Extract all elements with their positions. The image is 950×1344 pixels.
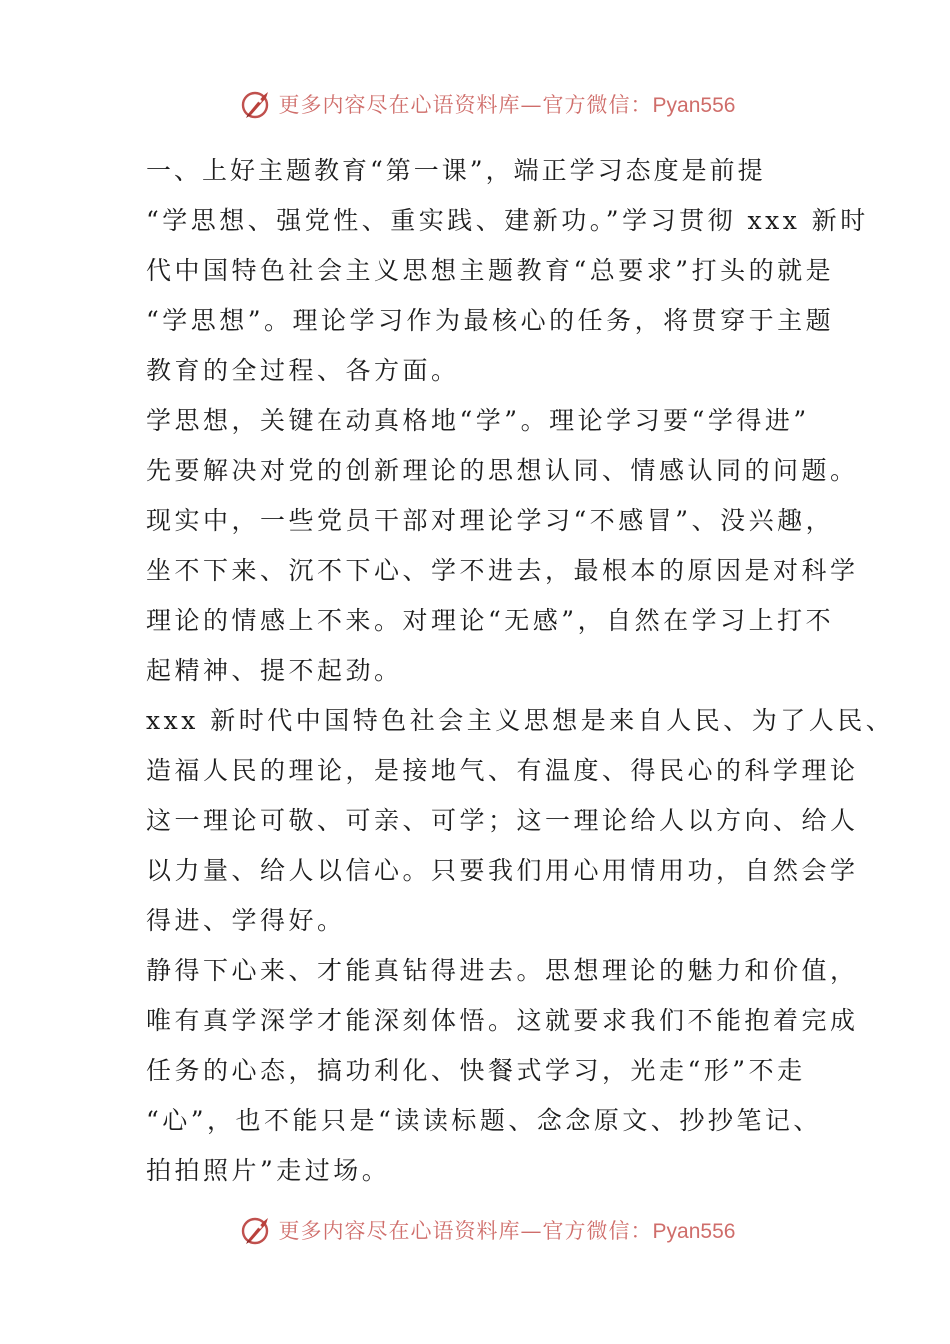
footer-wechat-id: Pyan556: [652, 1220, 736, 1243]
text-line: 学思想，关键在动真格地“学”。理论学习要“学得进”: [146, 406, 810, 435]
text-line: “学思想”。理论学习作为最核心的任务，将贯穿于主题: [146, 306, 835, 335]
header-banner-text: 更多内容尽在心语资料库—官方微信：Pyan556: [278, 93, 736, 117]
text-line: 这一理论可敬、可亲、可学；这一理论给人以方向、给人: [146, 806, 859, 835]
text-line: 造福人民的理论，是接地气、有温度、得民心的科学理论: [146, 756, 859, 785]
document-body: [146, 146, 895, 1196]
footer-banner-text: 更多内容尽在心语资料库—官方微信：Pyan556: [278, 1219, 736, 1243]
text-line: 任务的心态，搞功利化、快餐式学习，光走“形”不走: [146, 1056, 806, 1085]
text-line: “学思想、强党性、重实践、建新功。”学习贯彻 xxx 新时: [146, 206, 869, 235]
text-line: 以力量、给人以信心。只要我们用心用情用功，自然会学: [146, 856, 859, 885]
text-line: 唯有真学深学才能深刻体悟。这就要求我们不能抱着完成: [146, 1006, 859, 1035]
text-line: 现实中，一些党员干部对理论学习“不感冒”、没兴趣，: [146, 506, 835, 535]
text-line: 理论的情感上不来。对理论“无感”，自然在学习上打不: [146, 606, 835, 635]
text-line: 得进、学得好。: [146, 906, 346, 935]
header-wechat-id: Pyan556: [652, 94, 736, 117]
text-line: 先要解决对党的创新理论的思想认同、情感认同的问题。: [146, 456, 859, 485]
section-heading: 一、上好主题教育“第一课”，端正学习态度是前提: [146, 156, 766, 185]
text-line: 起精神、提不起劲。: [146, 656, 403, 685]
text-line: xxx 新时代中国特色社会主义思想是来自人民、为了人民、: [146, 706, 895, 735]
text-line: 教育的全过程、各方面。: [146, 356, 460, 385]
text-line: 静得下心来、才能真钻得进去。思想理论的魅力和价值，: [146, 956, 859, 985]
header-banner-content: [239, 87, 736, 121]
pen-nib-logo-icon: [239, 87, 273, 121]
footer-banner-content: [239, 1213, 736, 1247]
pen-nib-logo-icon: [239, 1213, 273, 1247]
text-line: “心”，也不能只是“读读标题、念念原文、抄抄笔记、: [146, 1106, 822, 1135]
text-line: 代中国特色社会主义思想主题教育“总要求”打头的就是: [146, 256, 835, 285]
header-banner: [0, 82, 950, 126]
text-line: 坐不下来、沉不下心、学不进去，最根本的原因是对科学: [146, 556, 859, 585]
text-line: 拍拍照片”走过场。: [146, 1156, 391, 1185]
footer-banner: [0, 1208, 950, 1252]
